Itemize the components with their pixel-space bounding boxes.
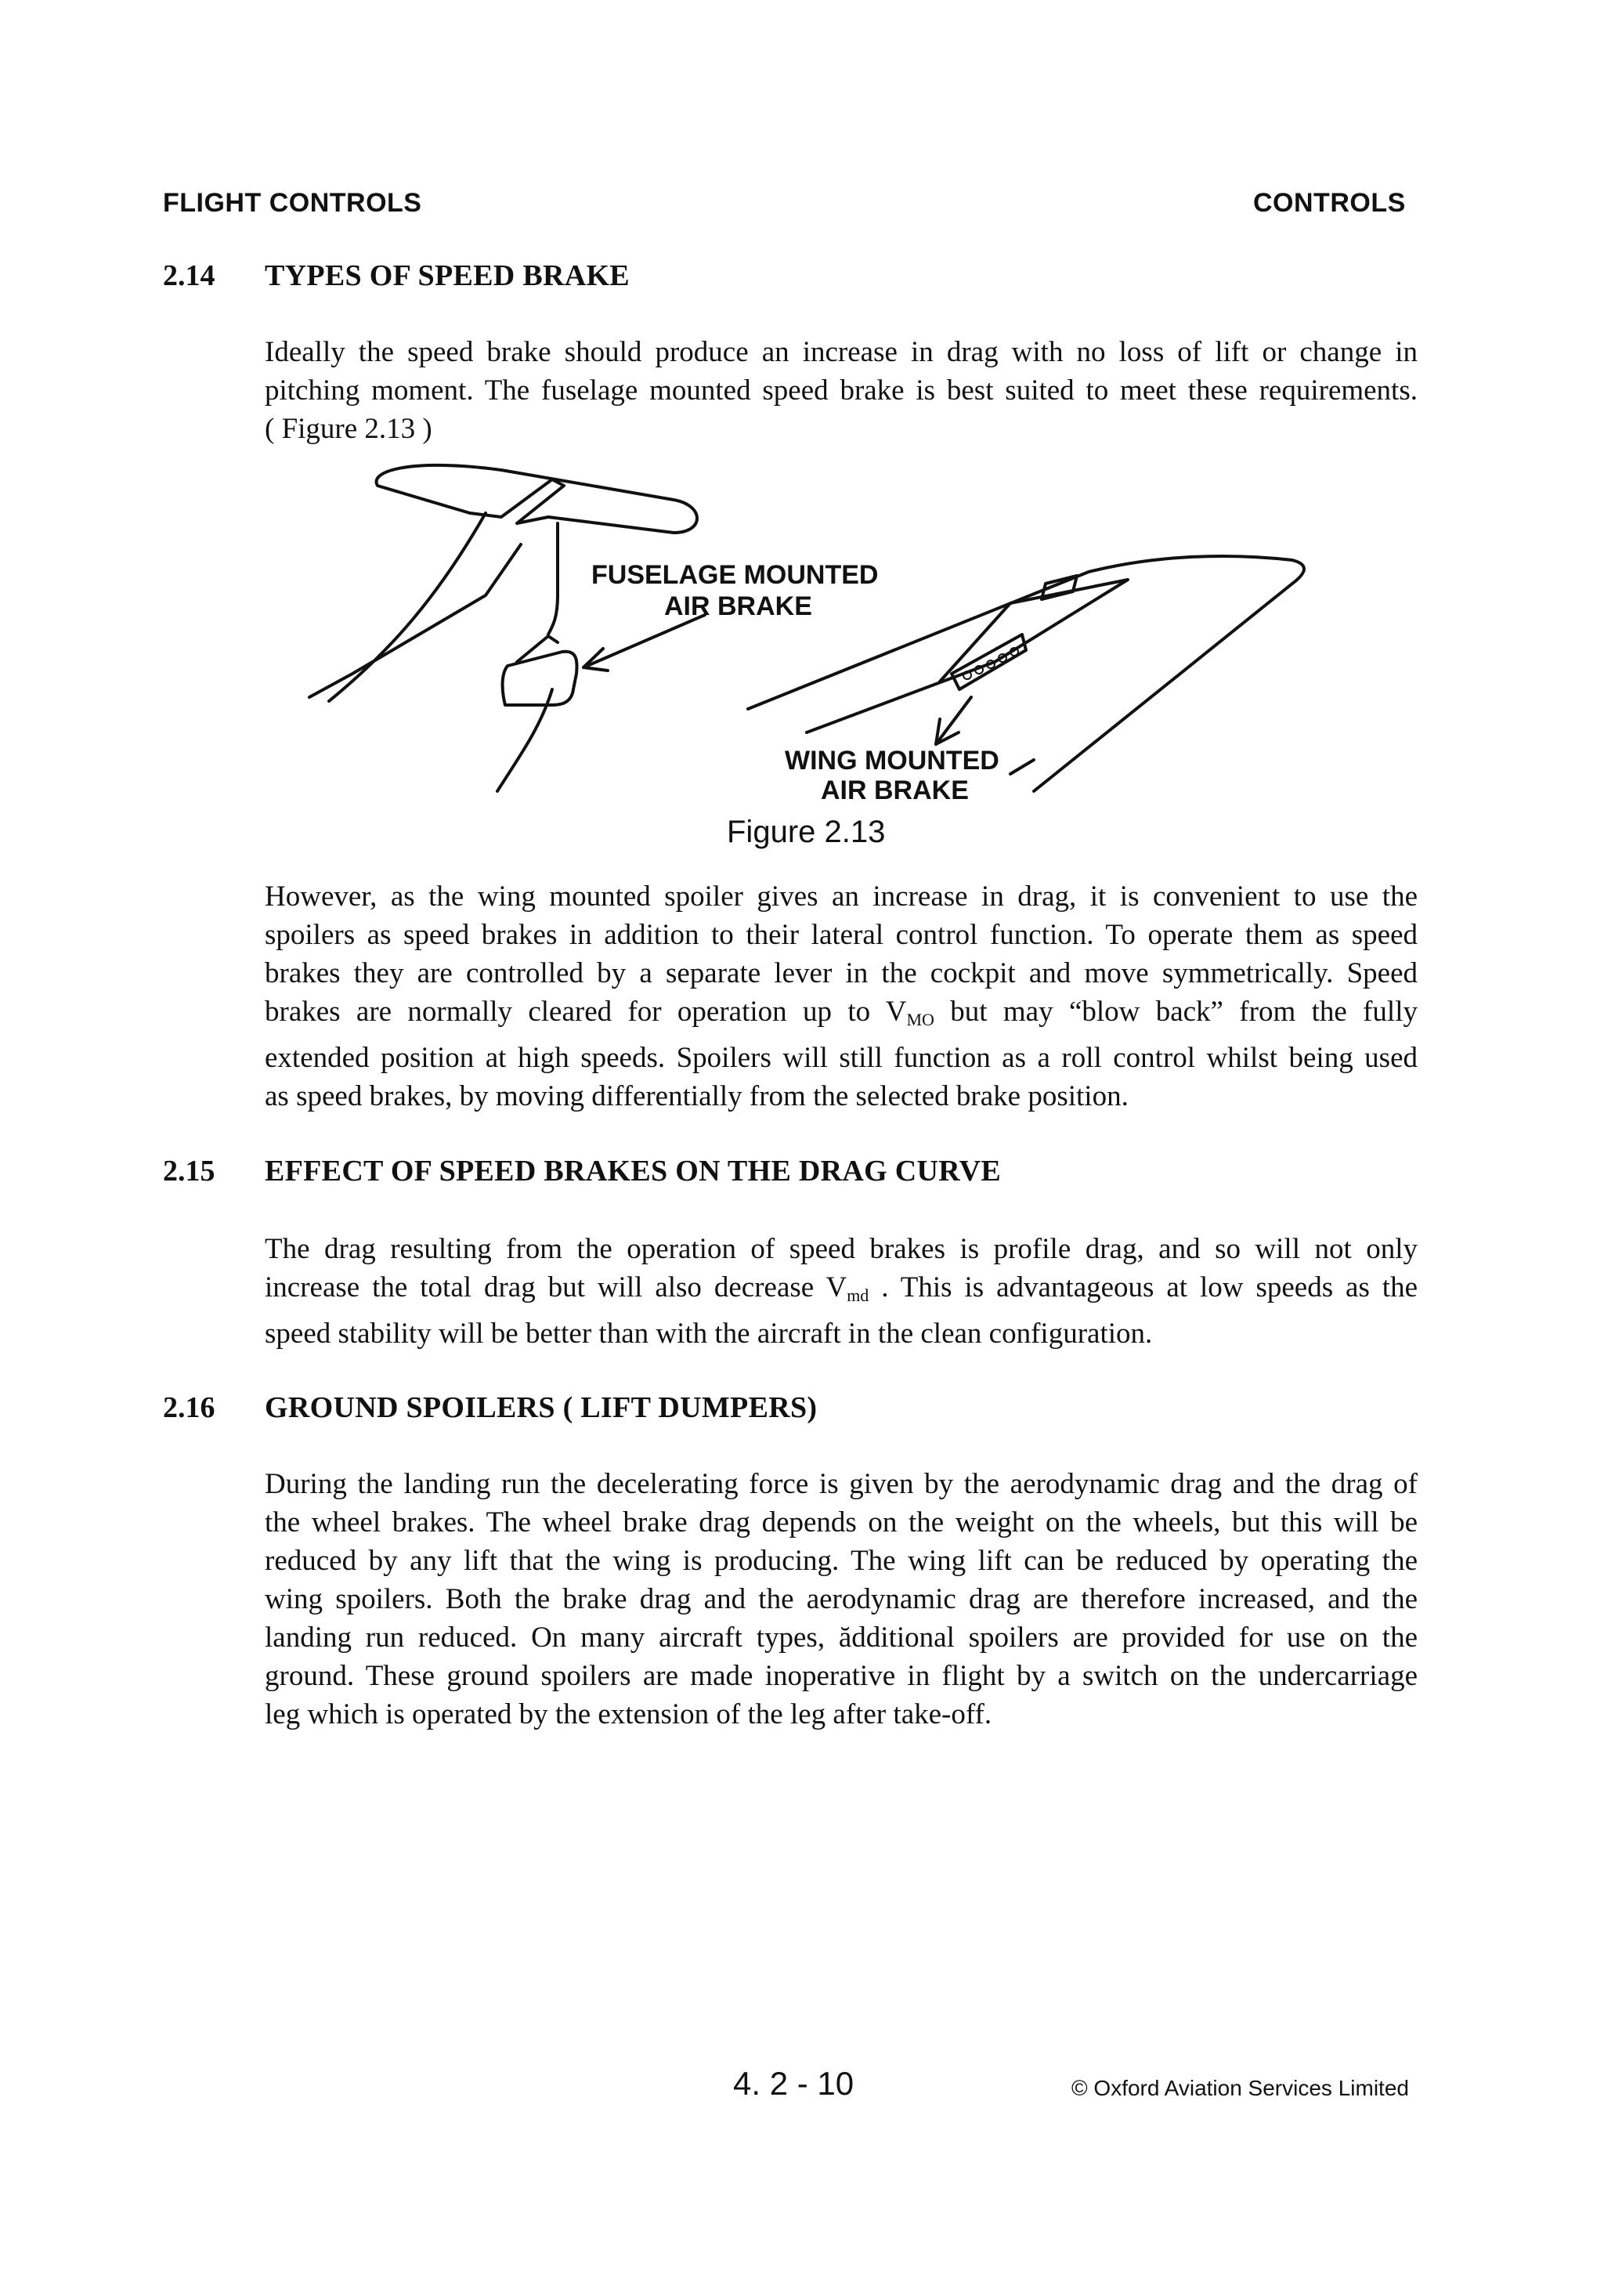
section-title: TYPES OF SPEED BRAKE	[265, 259, 630, 292]
fuselage-brake-arrow	[583, 615, 705, 667]
text-line: brakes they are controlled by a separate lever in the cockpit and move symmetrically. Speed	[265, 957, 1418, 989]
wing-spoiler-strip	[952, 635, 1026, 689]
figure-speed-brakes	[0, 0, 1604, 862]
paragraph	[265, 1230, 1418, 1353]
text-line: the wheel brakes. The wheel brake drag depends on the weight on the wheels, but this will be	[265, 1506, 1418, 1539]
section-number: 2.15	[163, 1155, 215, 1188]
text-line: reduced by any lift that the wing is producing. The wing lift can be reduced by operating the	[265, 1545, 1418, 1577]
page-number: 4. 2 - 10	[733, 2065, 854, 2102]
fuselage-line	[548, 523, 558, 635]
text-fragment: . This is advantageous at low speeds as the	[869, 1271, 1418, 1303]
text-line: During the landing run the decelerating force is given by the aerodynamic drag and the drag of	[265, 1468, 1418, 1500]
section-title: EFFECT OF SPEED BRAKES ON THE DRAG CURVE	[265, 1155, 1002, 1188]
fuselage-label-line2: AIR BRAKE	[664, 591, 812, 621]
wing-brake-arrow	[936, 697, 971, 744]
text-line	[265, 993, 1418, 1039]
paragraph	[265, 1465, 1418, 1734]
text-line: landing run reduced. On many aircraft types, ădditional spoilers are provided for use on the	[265, 1622, 1418, 1654]
text-line: However, as the wing mounted spoiler gives an increase in drag, it is convenient to use the	[265, 880, 1418, 913]
text-fragment: brakes are normally cleared for operation up to V	[265, 996, 907, 1028]
text-line: speed stability will be better than with the aircraft in the clean configuration.	[265, 1318, 1153, 1350]
text-fragment: but may “blow back” from the fully	[934, 996, 1418, 1028]
section-number: 2.14	[163, 259, 215, 292]
subscript: md	[847, 1285, 869, 1305]
tailplane-outline	[376, 465, 697, 533]
paragraph	[265, 877, 1418, 1115]
copyright-notice: © Oxford Aviation Services Limited	[1071, 2076, 1409, 2100]
fin-lower-edge	[309, 544, 521, 697]
section-title: GROUND SPOILERS ( LIFT DUMPERS)	[265, 1391, 818, 1424]
text-line	[265, 1268, 1418, 1314]
wing-label-line2: AIR BRAKE	[821, 776, 969, 805]
text-line: ( Figure 2.13 )	[265, 413, 432, 445]
figure-caption: Figure 2.13	[727, 815, 886, 849]
text-fragment: increase the total drag but will also decrease V	[265, 1271, 847, 1303]
text-line: Ideally the speed brake should produce an increase in drag with no loss of lift or change in	[265, 336, 1418, 368]
running-header-right: CONTROLS	[1253, 188, 1406, 218]
text-line: leg which is operated by the extension of the leg after take-off.	[265, 1698, 992, 1730]
label-underline	[1010, 760, 1034, 774]
subscript: MO	[906, 1010, 934, 1029]
fuselage-brake-panel	[503, 652, 577, 705]
text-line: extended position at high speeds. Spoilers will still function as a roll control whilst being used	[265, 1042, 1418, 1074]
text-line: as speed brakes, by moving differentially from the selected brake position.	[265, 1080, 1129, 1112]
text-line: pitching moment. The fuselage mounted speed brake is best suited to meet these requirements.	[265, 374, 1418, 407]
text-line: ground. These ground spoilers are made inoperative in flight by a switch on the undercarriage	[265, 1660, 1418, 1692]
text-line: The drag resulting from the operation of speed brakes is profile drag, and so will not only	[265, 1233, 1418, 1265]
section-number: 2.16	[163, 1391, 215, 1424]
wing-label-line1: WING MOUNTED	[785, 746, 999, 776]
text-line: spoilers as speed brakes in addition to their lateral control function. To operate them as speed	[265, 919, 1418, 951]
running-header-left: FLIGHT CONTROLS	[163, 188, 422, 218]
text-line: wing spoilers. Both the brake drag and the aerodynamic drag are therefore increased, and the	[265, 1583, 1418, 1615]
fuselage-label-line1: FUSELAGE MOUNTED	[591, 560, 879, 590]
